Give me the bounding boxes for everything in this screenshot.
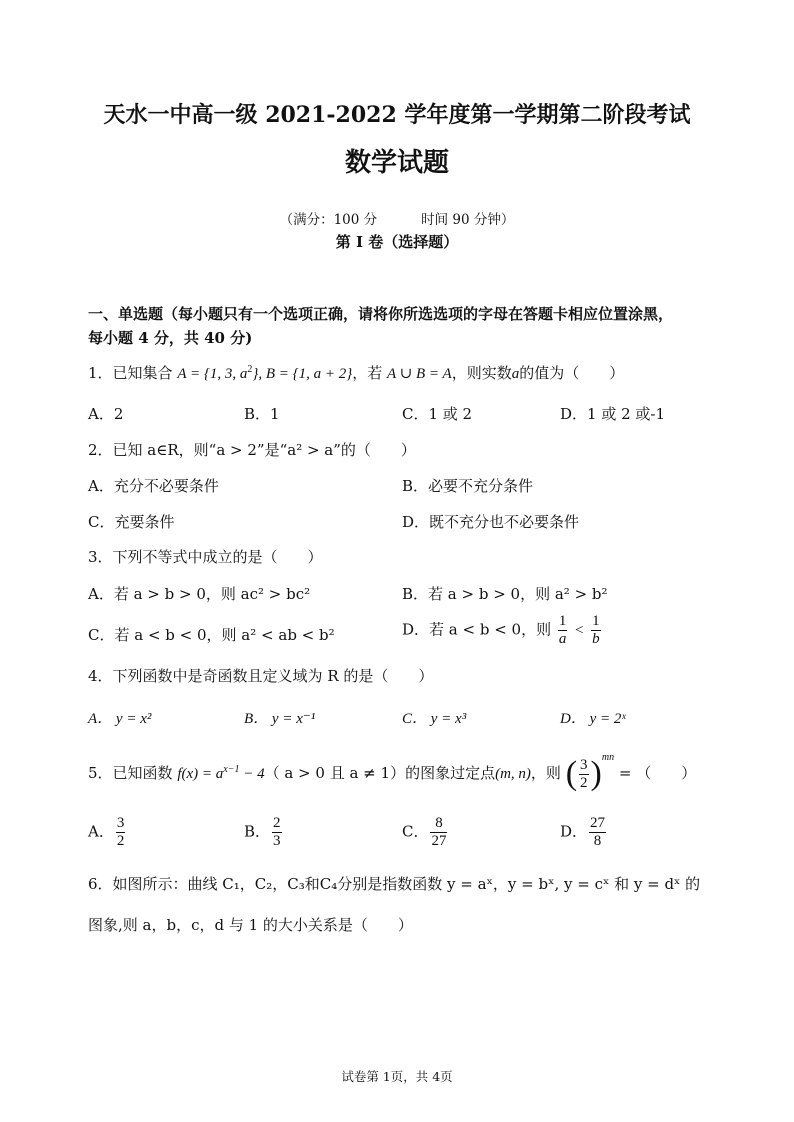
question-1-stem: 1．已知集合 A = {1, 3, $a^2$}, B = {1, a + 2}，若 A ∪ B = A，则实数a的值为（ ）: [88, 364, 625, 382]
q5-option-b[interactable]: B． $\frac{2}{3}$: [244, 815, 281, 849]
q3-option-d[interactable]: D．若 a < b < 0，则 $\frac{1}{a}$ < $\frac{1}{b}$: [402, 613, 600, 647]
q3-option-b[interactable]: B．若 a > b > 0，则 a² > b²: [402, 585, 608, 603]
fraction-1-over-b: $\frac{1}{b}$: [592, 613, 600, 647]
q1-option-d[interactable]: D．1 或 2 或-1: [560, 405, 666, 423]
exam-time: 时间 90 分钟）: [421, 212, 515, 228]
section-heading-line2: 每小题 4 分，共 40 分): [88, 329, 253, 347]
fraction-1-over-a: $\frac{1}{a}$: [558, 613, 567, 647]
q5-option-c[interactable]: C． $\frac{8}{27}$: [402, 815, 447, 849]
q5-option-a[interactable]: A． $\frac{3}{2}$: [88, 815, 125, 849]
q1-option-a[interactable]: A．2: [88, 405, 124, 423]
q4-option-b[interactable]: B． y = x⁻¹: [244, 711, 316, 727]
q4-option-d[interactable]: D． y = 2ˣ: [560, 711, 626, 727]
q2-option-a[interactable]: A．充分不必要条件: [88, 477, 219, 495]
fraction-3-over-2: $\frac{3}{2}$: [580, 756, 588, 791]
section-heading-line1: 一、单选题（每小题只有一个选项正确，请将你所选选项的字母在答题卡相应位置涂黑，: [88, 305, 674, 323]
exam-title: 天水一中高一级 2021-2022 学年度第一学期第二阶段考试: [103, 102, 691, 128]
q2-option-b[interactable]: B．必要不充分条件: [402, 477, 534, 495]
q5-option-d[interactable]: D． $\frac{27}{8}$: [560, 815, 606, 849]
question-6-stem-line1: 6．如图所示：曲线 C₁，C₂，C₃和C₄分别是指数函数 y = aˣ，y = bˣ, y = cˣ 和 y = dˣ 的: [88, 875, 701, 893]
question-6-stem-line2: 图象,则 a，b，c，d 与 1 的大小关系是（ ）: [88, 916, 413, 934]
question-5-stem: 5．已知函数 $f(x) = a^{x-1} - 4$（ a > 0 且 a ≠ 1）的图象过定点(m, n)，则 ( $\frac{3}{2}$ )$^{mn}$ = （ ）: [88, 752, 697, 792]
q3-option-a[interactable]: A．若 a > b > 0，则 ac² > bc²: [88, 585, 311, 603]
question-2-stem: 2．已知 a∈R，则“a > 2”是“a² > a”的（ ）: [88, 441, 416, 459]
q4-option-c[interactable]: C． y = x³: [402, 711, 467, 727]
question-3-stem: 3．下列不等式中成立的是（ ）: [88, 548, 323, 566]
q2-option-c[interactable]: C．充要条件: [88, 513, 175, 531]
q1-option-c[interactable]: C．1 或 2: [402, 405, 473, 423]
q3-option-c[interactable]: C．若 a < b < 0，则 a² < ab < b²: [88, 626, 335, 644]
page-footer: 试卷第 1页，共 4页: [341, 1069, 453, 1084]
volume-title: 第 I 卷（选择题）: [335, 233, 459, 251]
question-4-stem: 4．下列函数中是奇函数且定义域为 R 的是（ ）: [88, 667, 434, 685]
exam-info: [0, 208, 794, 228]
q1-option-b[interactable]: B．1: [244, 405, 280, 423]
full-marks: （满分：100 分: [279, 212, 378, 228]
q4-option-a[interactable]: A． y = x²: [88, 711, 152, 727]
q2-option-d[interactable]: D．既不充分也不必要条件: [402, 513, 580, 531]
subject-title: 数学试题: [344, 148, 449, 178]
